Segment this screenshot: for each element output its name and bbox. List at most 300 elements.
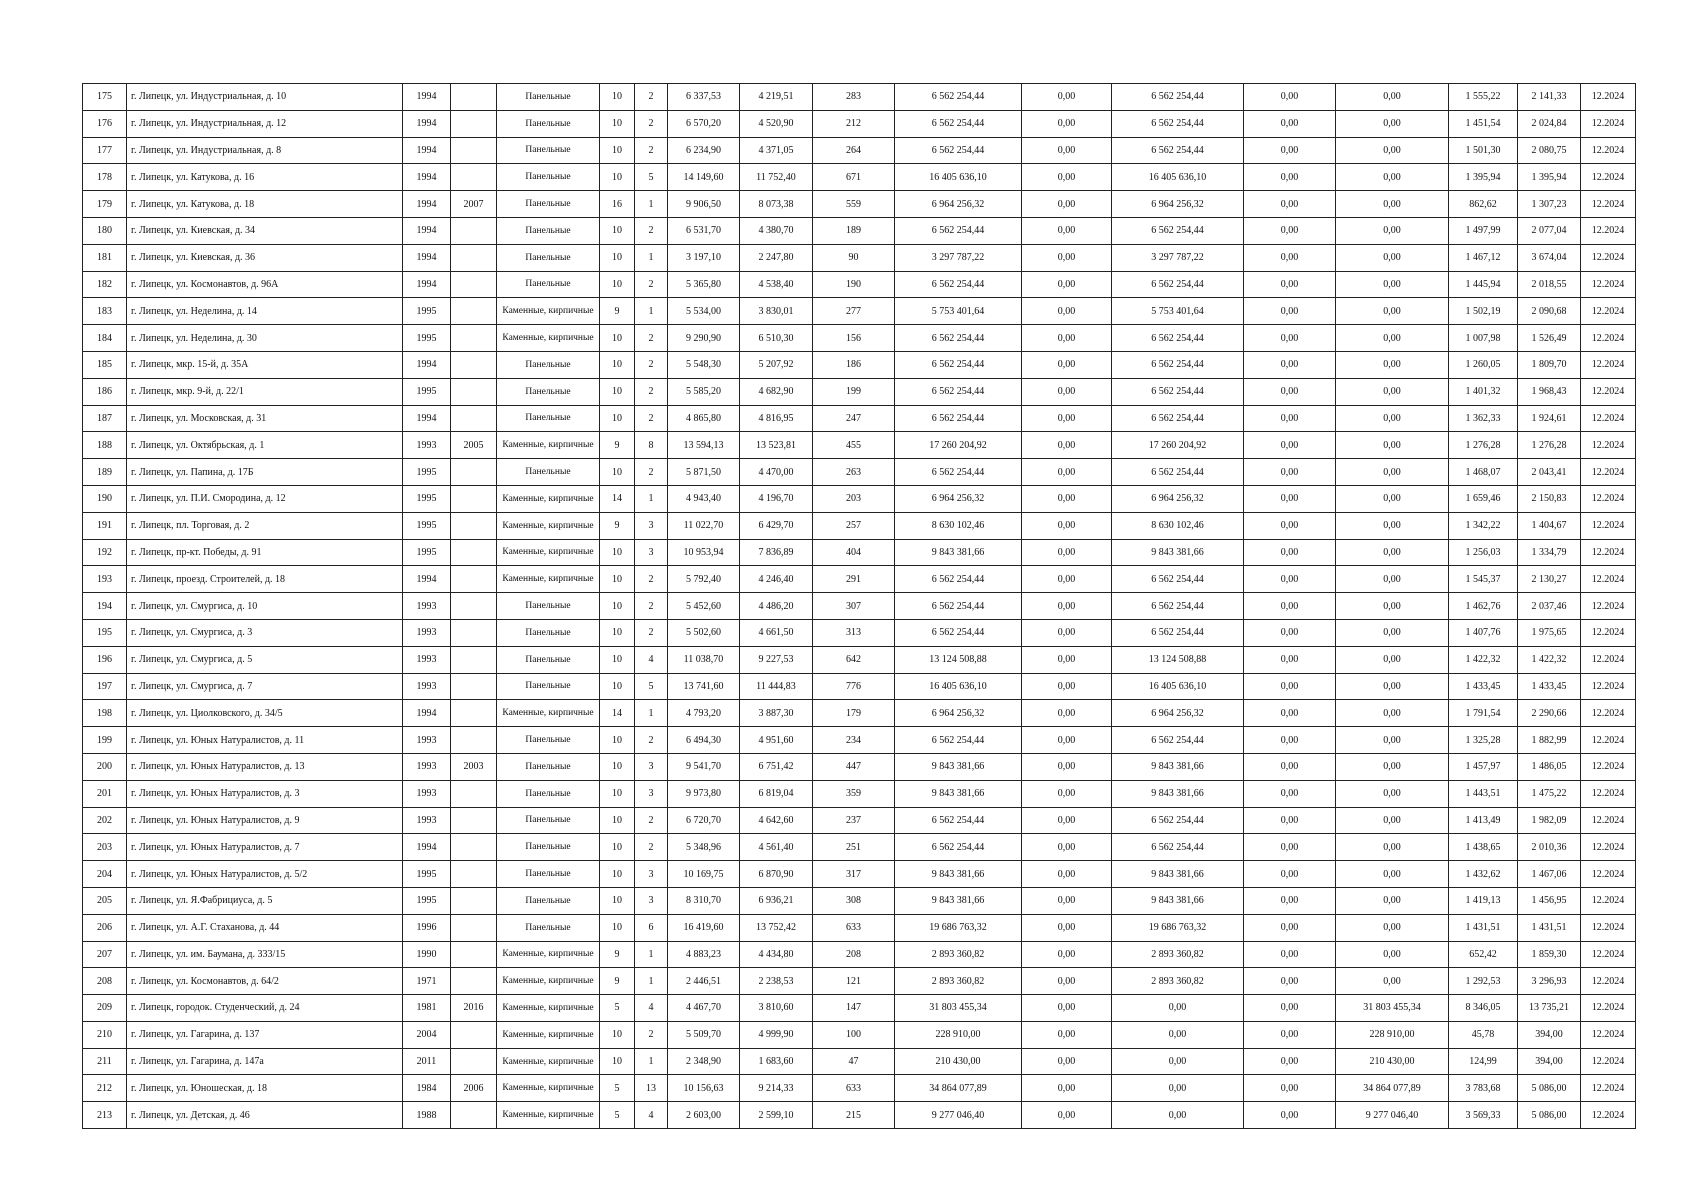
cell-max-unit-cost: 1 433,45 — [1518, 673, 1581, 700]
cell-floors: 14 — [600, 485, 635, 512]
cell-row-number: 208 — [83, 968, 127, 995]
cell-total-cost: 34 864 077,89 — [895, 1075, 1022, 1102]
cell-regional-funds: 5 753 401,64 — [1112, 298, 1244, 325]
cell-wall-material: Панельные — [497, 405, 600, 432]
cell-planned-completion: 12.2024 — [1581, 539, 1636, 566]
cell-unit-cost: 1 007,98 — [1449, 325, 1518, 352]
cell-address: г. Липецк, ул. А.Г. Стаханова, д. 44 — [127, 914, 403, 941]
cell-year-built: 1994 — [403, 405, 451, 432]
cell-year-built: 1993 — [403, 432, 451, 459]
cell-residents: 455 — [813, 432, 895, 459]
cell-planned-completion: 12.2024 — [1581, 405, 1636, 432]
cell-living-area: 7 836,89 — [740, 539, 813, 566]
cell-regional-funds: 6 562 254,44 — [1112, 325, 1244, 352]
cell-year-commissioned — [451, 1021, 497, 1048]
cell-owners-funds: 34 864 077,89 — [1336, 1075, 1449, 1102]
cell-unit-cost: 45,78 — [1449, 1021, 1518, 1048]
cell-total-cost: 17 260 204,92 — [895, 432, 1022, 459]
cell-floors: 14 — [600, 700, 635, 727]
cell-year-commissioned — [451, 298, 497, 325]
cell-wall-material: Каменные, кирпичные — [497, 512, 600, 539]
table-row — [83, 807, 1636, 834]
cell-living-area: 3 887,30 — [740, 700, 813, 727]
cell-federal-funds: 0,00 — [1022, 887, 1112, 914]
cell-row-number: 181 — [83, 244, 127, 271]
table-row — [83, 995, 1636, 1022]
cell-year-commissioned: 2005 — [451, 432, 497, 459]
cell-entrances: 3 — [635, 539, 668, 566]
cell-living-area: 4 561,40 — [740, 834, 813, 861]
cell-owners-funds: 0,00 — [1336, 753, 1449, 780]
cell-year-commissioned — [451, 673, 497, 700]
cell-entrances: 4 — [635, 1102, 668, 1129]
cell-year-built: 1994 — [403, 164, 451, 191]
cell-floors: 10 — [600, 780, 635, 807]
cell-owners-funds: 0,00 — [1336, 861, 1449, 888]
cell-wall-material: Панельные — [497, 914, 600, 941]
cell-total-cost: 6 562 254,44 — [895, 271, 1022, 298]
cell-max-unit-cost: 2 080,75 — [1518, 137, 1581, 164]
cell-max-unit-cost: 1 276,28 — [1518, 432, 1581, 459]
cell-living-area: 4 682,90 — [740, 378, 813, 405]
cell-floors: 10 — [600, 351, 635, 378]
cell-total-cost: 6 562 254,44 — [895, 325, 1022, 352]
cell-floors: 9 — [600, 432, 635, 459]
cell-owners-funds: 0,00 — [1336, 566, 1449, 593]
table-row — [83, 673, 1636, 700]
cell-residents: 147 — [813, 995, 895, 1022]
cell-address: г. Липецк, ул. Катукова, д. 16 — [127, 164, 403, 191]
cell-federal-funds: 0,00 — [1022, 485, 1112, 512]
cell-planned-completion: 12.2024 — [1581, 727, 1636, 754]
cell-address: г. Липецк, ул. Папина, д. 17Б — [127, 459, 403, 486]
cell-unit-cost: 1 362,33 — [1449, 405, 1518, 432]
cell-owners-funds: 0,00 — [1336, 727, 1449, 754]
cell-federal-funds: 0,00 — [1022, 727, 1112, 754]
cell-total-area: 2 603,00 — [668, 1102, 740, 1129]
cell-entrances: 2 — [635, 727, 668, 754]
cell-regional-funds: 6 562 254,44 — [1112, 459, 1244, 486]
cell-unit-cost: 1 467,12 — [1449, 244, 1518, 271]
cell-living-area: 1 683,60 — [740, 1048, 813, 1075]
cell-regional-funds: 16 405 636,10 — [1112, 673, 1244, 700]
cell-year-commissioned — [451, 700, 497, 727]
cell-residents: 264 — [813, 137, 895, 164]
cell-regional-funds: 0,00 — [1112, 1075, 1244, 1102]
cell-unit-cost: 1 256,03 — [1449, 539, 1518, 566]
cell-planned-completion: 12.2024 — [1581, 780, 1636, 807]
cell-wall-material: Панельные — [497, 861, 600, 888]
cell-unit-cost: 1 501,30 — [1449, 137, 1518, 164]
cell-total-area: 11 022,70 — [668, 512, 740, 539]
cell-regional-funds: 6 562 254,44 — [1112, 619, 1244, 646]
cell-floors: 9 — [600, 298, 635, 325]
cell-living-area: 6 510,30 — [740, 325, 813, 352]
cell-row-number: 199 — [83, 727, 127, 754]
cell-address: г. Липецк, ул. Юных Натуралистов, д. 7 — [127, 834, 403, 861]
table-row — [83, 378, 1636, 405]
cell-owners-funds: 0,00 — [1336, 887, 1449, 914]
cell-total-cost: 16 405 636,10 — [895, 673, 1022, 700]
table-row — [83, 539, 1636, 566]
cell-year-commissioned — [451, 887, 497, 914]
cell-regional-funds: 6 964 256,32 — [1112, 191, 1244, 218]
cell-federal-funds: 0,00 — [1022, 432, 1112, 459]
cell-year-built: 1984 — [403, 1075, 451, 1102]
cell-address: г. Липецк, мкр. 15-й, д. 35А — [127, 351, 403, 378]
table-row — [83, 298, 1636, 325]
cell-wall-material: Панельные — [497, 593, 600, 620]
housing-table — [82, 83, 1636, 1129]
cell-municipal-funds: 0,00 — [1244, 861, 1336, 888]
cell-living-area: 4 434,80 — [740, 941, 813, 968]
cell-living-area: 6 936,21 — [740, 887, 813, 914]
cell-living-area: 9 214,33 — [740, 1075, 813, 1102]
cell-residents: 186 — [813, 351, 895, 378]
cell-unit-cost: 1 468,07 — [1449, 459, 1518, 486]
cell-entrances: 5 — [635, 673, 668, 700]
cell-floors: 10 — [600, 619, 635, 646]
cell-municipal-funds: 0,00 — [1244, 378, 1336, 405]
cell-residents: 263 — [813, 459, 895, 486]
cell-planned-completion: 12.2024 — [1581, 298, 1636, 325]
cell-regional-funds: 0,00 — [1112, 1102, 1244, 1129]
cell-owners-funds: 0,00 — [1336, 84, 1449, 111]
cell-entrances: 13 — [635, 1075, 668, 1102]
cell-regional-funds: 3 297 787,22 — [1112, 244, 1244, 271]
cell-municipal-funds: 0,00 — [1244, 485, 1336, 512]
table-row — [83, 646, 1636, 673]
cell-unit-cost: 1 443,51 — [1449, 780, 1518, 807]
cell-address: г. Липецк, ул. Юных Натуралистов, д. 3 — [127, 780, 403, 807]
cell-entrances: 2 — [635, 566, 668, 593]
cell-address: г. Липецк, ул. Смургиса, д. 10 — [127, 593, 403, 620]
cell-entrances: 2 — [635, 378, 668, 405]
cell-federal-funds: 0,00 — [1022, 861, 1112, 888]
cell-living-area: 4 470,00 — [740, 459, 813, 486]
cell-entrances: 1 — [635, 968, 668, 995]
cell-floors: 10 — [600, 834, 635, 861]
cell-regional-funds: 9 843 381,66 — [1112, 887, 1244, 914]
cell-wall-material: Каменные, кирпичные — [497, 566, 600, 593]
cell-living-area: 9 227,53 — [740, 646, 813, 673]
cell-federal-funds: 0,00 — [1022, 351, 1112, 378]
cell-row-number: 207 — [83, 941, 127, 968]
cell-year-commissioned — [451, 941, 497, 968]
cell-total-cost: 6 562 254,44 — [895, 217, 1022, 244]
cell-planned-completion: 12.2024 — [1581, 700, 1636, 727]
cell-planned-completion: 12.2024 — [1581, 351, 1636, 378]
table-row — [83, 619, 1636, 646]
cell-year-built: 1988 — [403, 1102, 451, 1129]
cell-unit-cost: 3 569,33 — [1449, 1102, 1518, 1129]
cell-year-built: 1995 — [403, 325, 451, 352]
cell-municipal-funds: 0,00 — [1244, 351, 1336, 378]
cell-address: г. Липецк, ул. Неделина, д. 14 — [127, 298, 403, 325]
cell-municipal-funds: 0,00 — [1244, 834, 1336, 861]
cell-total-area: 5 365,80 — [668, 271, 740, 298]
cell-total-cost: 9 843 381,66 — [895, 887, 1022, 914]
cell-municipal-funds: 0,00 — [1244, 941, 1336, 968]
cell-year-commissioned — [451, 1102, 497, 1129]
cell-total-cost: 13 124 508,88 — [895, 646, 1022, 673]
cell-residents: 308 — [813, 887, 895, 914]
cell-owners-funds: 0,00 — [1336, 968, 1449, 995]
cell-owners-funds: 0,00 — [1336, 780, 1449, 807]
cell-entrances: 1 — [635, 700, 668, 727]
cell-residents: 237 — [813, 807, 895, 834]
cell-total-area: 10 953,94 — [668, 539, 740, 566]
cell-wall-material: Панельные — [497, 110, 600, 137]
cell-owners-funds: 0,00 — [1336, 137, 1449, 164]
cell-max-unit-cost: 1 486,05 — [1518, 753, 1581, 780]
cell-planned-completion: 12.2024 — [1581, 191, 1636, 218]
cell-residents: 47 — [813, 1048, 895, 1075]
table-row — [83, 84, 1636, 111]
cell-year-built: 1995 — [403, 539, 451, 566]
cell-living-area: 6 429,70 — [740, 512, 813, 539]
cell-row-number: 209 — [83, 995, 127, 1022]
cell-year-commissioned — [451, 646, 497, 673]
cell-regional-funds: 16 405 636,10 — [1112, 164, 1244, 191]
cell-unit-cost: 1 445,94 — [1449, 271, 1518, 298]
cell-residents: 283 — [813, 84, 895, 111]
cell-total-cost: 19 686 763,32 — [895, 914, 1022, 941]
cell-regional-funds: 13 124 508,88 — [1112, 646, 1244, 673]
cell-federal-funds: 0,00 — [1022, 807, 1112, 834]
cell-living-area: 4 380,70 — [740, 217, 813, 244]
cell-total-area: 6 494,30 — [668, 727, 740, 754]
cell-floors: 10 — [600, 914, 635, 941]
cell-residents: 215 — [813, 1102, 895, 1129]
cell-federal-funds: 0,00 — [1022, 700, 1112, 727]
cell-owners-funds: 0,00 — [1336, 807, 1449, 834]
cell-planned-completion: 12.2024 — [1581, 84, 1636, 111]
cell-wall-material: Панельные — [497, 459, 600, 486]
cell-row-number: 178 — [83, 164, 127, 191]
cell-max-unit-cost: 2 290,66 — [1518, 700, 1581, 727]
cell-planned-completion: 12.2024 — [1581, 887, 1636, 914]
cell-entrances: 1 — [635, 191, 668, 218]
cell-entrances: 2 — [635, 834, 668, 861]
cell-year-commissioned — [451, 861, 497, 888]
cell-owners-funds: 9 277 046,40 — [1336, 1102, 1449, 1129]
cell-entrances: 2 — [635, 593, 668, 620]
cell-municipal-funds: 0,00 — [1244, 512, 1336, 539]
cell-total-area: 2 446,51 — [668, 968, 740, 995]
cell-address: г. Липецк, ул. Юных Натуралистов, д. 5/2 — [127, 861, 403, 888]
cell-total-area: 4 865,80 — [668, 405, 740, 432]
cell-year-built: 1993 — [403, 780, 451, 807]
cell-living-area: 4 520,90 — [740, 110, 813, 137]
cell-regional-funds: 6 964 256,32 — [1112, 485, 1244, 512]
cell-year-commissioned — [451, 727, 497, 754]
cell-planned-completion: 12.2024 — [1581, 566, 1636, 593]
table-row — [83, 941, 1636, 968]
cell-residents: 404 — [813, 539, 895, 566]
table-body — [83, 84, 1636, 1129]
cell-municipal-funds: 0,00 — [1244, 110, 1336, 137]
cell-regional-funds: 6 562 254,44 — [1112, 84, 1244, 111]
cell-entrances: 2 — [635, 325, 668, 352]
cell-total-cost: 6 562 254,44 — [895, 834, 1022, 861]
cell-wall-material: Панельные — [497, 619, 600, 646]
cell-year-commissioned — [451, 619, 497, 646]
cell-federal-funds: 0,00 — [1022, 941, 1112, 968]
cell-unit-cost: 1 433,45 — [1449, 673, 1518, 700]
cell-row-number: 183 — [83, 298, 127, 325]
cell-municipal-funds: 0,00 — [1244, 459, 1336, 486]
cell-regional-funds: 2 893 360,82 — [1112, 941, 1244, 968]
cell-living-area: 4 951,60 — [740, 727, 813, 754]
cell-year-built: 1995 — [403, 512, 451, 539]
cell-floors: 9 — [600, 941, 635, 968]
cell-row-number: 198 — [83, 700, 127, 727]
cell-wall-material: Панельные — [497, 727, 600, 754]
cell-floors: 16 — [600, 191, 635, 218]
cell-max-unit-cost: 1 395,94 — [1518, 164, 1581, 191]
cell-max-unit-cost: 2 018,55 — [1518, 271, 1581, 298]
cell-max-unit-cost: 5 086,00 — [1518, 1102, 1581, 1129]
cell-unit-cost: 1 419,13 — [1449, 887, 1518, 914]
cell-planned-completion: 12.2024 — [1581, 432, 1636, 459]
cell-max-unit-cost: 3 296,93 — [1518, 968, 1581, 995]
cell-total-cost: 6 964 256,32 — [895, 485, 1022, 512]
cell-row-number: 211 — [83, 1048, 127, 1075]
cell-year-commissioned — [451, 834, 497, 861]
cell-residents: 447 — [813, 753, 895, 780]
cell-municipal-funds: 0,00 — [1244, 914, 1336, 941]
cell-planned-completion: 12.2024 — [1581, 619, 1636, 646]
cell-year-built: 1994 — [403, 84, 451, 111]
cell-row-number: 205 — [83, 887, 127, 914]
cell-entrances: 1 — [635, 485, 668, 512]
cell-wall-material: Панельные — [497, 164, 600, 191]
cell-year-built: 2004 — [403, 1021, 451, 1048]
cell-row-number: 175 — [83, 84, 127, 111]
cell-address: г. Липецк, ул. П.И. Смородина, д. 12 — [127, 485, 403, 512]
cell-floors: 10 — [600, 459, 635, 486]
cell-municipal-funds: 0,00 — [1244, 673, 1336, 700]
table-row — [83, 887, 1636, 914]
cell-total-cost: 2 893 360,82 — [895, 968, 1022, 995]
cell-federal-funds: 0,00 — [1022, 164, 1112, 191]
cell-unit-cost: 1 292,53 — [1449, 968, 1518, 995]
cell-wall-material: Каменные, кирпичные — [497, 1102, 600, 1129]
cell-floors: 10 — [600, 593, 635, 620]
cell-federal-funds: 0,00 — [1022, 512, 1112, 539]
cell-address: г. Липецк, ул. Индустриальная, д. 12 — [127, 110, 403, 137]
cell-regional-funds: 19 686 763,32 — [1112, 914, 1244, 941]
cell-owners-funds: 0,00 — [1336, 459, 1449, 486]
cell-living-area: 8 073,38 — [740, 191, 813, 218]
cell-owners-funds: 0,00 — [1336, 378, 1449, 405]
cell-total-cost: 6 562 254,44 — [895, 593, 1022, 620]
cell-total-area: 6 570,20 — [668, 110, 740, 137]
cell-municipal-funds: 0,00 — [1244, 217, 1336, 244]
cell-year-built: 1995 — [403, 459, 451, 486]
cell-max-unit-cost: 1 924,61 — [1518, 405, 1581, 432]
cell-total-cost: 6 964 256,32 — [895, 700, 1022, 727]
cell-total-area: 9 973,80 — [668, 780, 740, 807]
cell-max-unit-cost: 1 859,30 — [1518, 941, 1581, 968]
cell-total-area: 13 741,60 — [668, 673, 740, 700]
cell-total-area: 2 348,90 — [668, 1048, 740, 1075]
cell-row-number: 204 — [83, 861, 127, 888]
cell-planned-completion: 12.2024 — [1581, 217, 1636, 244]
cell-residents: 633 — [813, 1075, 895, 1102]
cell-planned-completion: 12.2024 — [1581, 164, 1636, 191]
cell-planned-completion: 12.2024 — [1581, 1021, 1636, 1048]
cell-owners-funds: 0,00 — [1336, 191, 1449, 218]
table-row — [83, 700, 1636, 727]
cell-owners-funds: 0,00 — [1336, 834, 1449, 861]
cell-floors: 5 — [600, 1075, 635, 1102]
cell-living-area: 4 246,40 — [740, 566, 813, 593]
cell-federal-funds: 0,00 — [1022, 405, 1112, 432]
cell-wall-material: Панельные — [497, 137, 600, 164]
cell-entrances: 3 — [635, 887, 668, 914]
cell-total-cost: 9 843 381,66 — [895, 861, 1022, 888]
cell-max-unit-cost: 2 010,36 — [1518, 834, 1581, 861]
cell-owners-funds: 0,00 — [1336, 700, 1449, 727]
cell-regional-funds: 6 562 254,44 — [1112, 727, 1244, 754]
cell-municipal-funds: 0,00 — [1244, 1102, 1336, 1129]
cell-year-commissioned — [451, 271, 497, 298]
cell-wall-material: Каменные, кирпичные — [497, 1075, 600, 1102]
cell-address: г. Липецк, ул. Индустриальная, д. 8 — [127, 137, 403, 164]
cell-residents: 100 — [813, 1021, 895, 1048]
cell-total-cost: 6 562 254,44 — [895, 566, 1022, 593]
cell-year-commissioned — [451, 566, 497, 593]
table-row — [83, 459, 1636, 486]
cell-total-cost: 31 803 455,34 — [895, 995, 1022, 1022]
cell-row-number: 212 — [83, 1075, 127, 1102]
cell-floors: 10 — [600, 753, 635, 780]
cell-federal-funds: 0,00 — [1022, 110, 1112, 137]
cell-residents: 121 — [813, 968, 895, 995]
cell-planned-completion: 12.2024 — [1581, 512, 1636, 539]
cell-federal-funds: 0,00 — [1022, 914, 1112, 941]
cell-planned-completion: 12.2024 — [1581, 244, 1636, 271]
cell-max-unit-cost: 2 130,27 — [1518, 566, 1581, 593]
cell-unit-cost: 652,42 — [1449, 941, 1518, 968]
cell-wall-material: Каменные, кирпичные — [497, 539, 600, 566]
cell-floors: 10 — [600, 164, 635, 191]
cell-residents: 291 — [813, 566, 895, 593]
cell-residents: 189 — [813, 217, 895, 244]
cell-address: г. Липецк, ул. Октябрьская, д. 1 — [127, 432, 403, 459]
cell-residents: 234 — [813, 727, 895, 754]
cell-residents: 359 — [813, 780, 895, 807]
cell-wall-material: Панельные — [497, 191, 600, 218]
cell-regional-funds: 6 562 254,44 — [1112, 271, 1244, 298]
cell-year-built: 1993 — [403, 619, 451, 646]
cell-municipal-funds: 0,00 — [1244, 1021, 1336, 1048]
cell-living-area: 4 486,20 — [740, 593, 813, 620]
cell-year-commissioned: 2016 — [451, 995, 497, 1022]
cell-wall-material: Каменные, кирпичные — [497, 485, 600, 512]
cell-year-built: 1994 — [403, 217, 451, 244]
cell-total-area: 4 793,20 — [668, 700, 740, 727]
cell-residents: 156 — [813, 325, 895, 352]
cell-row-number: 186 — [83, 378, 127, 405]
cell-federal-funds: 0,00 — [1022, 780, 1112, 807]
cell-wall-material: Панельные — [497, 271, 600, 298]
cell-municipal-funds: 0,00 — [1244, 244, 1336, 271]
cell-unit-cost: 124,99 — [1449, 1048, 1518, 1075]
cell-planned-completion: 12.2024 — [1581, 968, 1636, 995]
